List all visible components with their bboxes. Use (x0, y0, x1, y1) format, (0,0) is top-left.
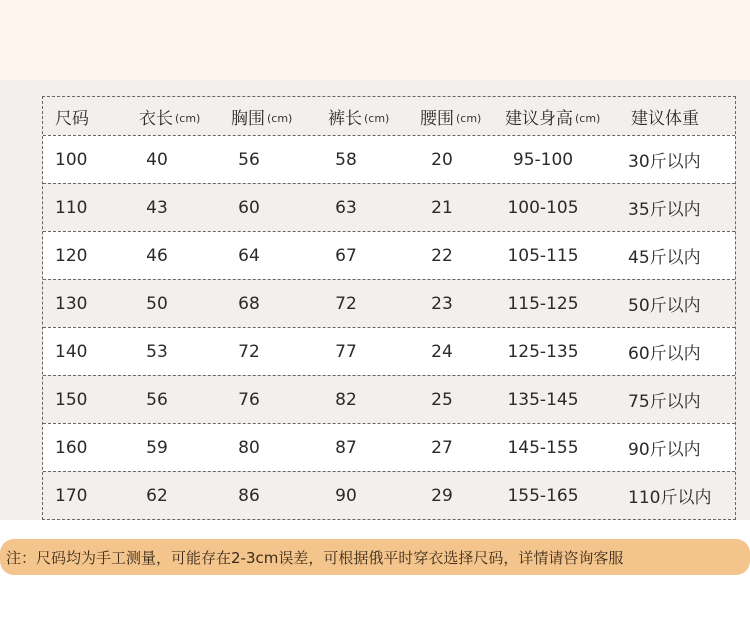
waist-cell: 29 (431, 485, 453, 506)
weight-cell: 50斤以内 (628, 296, 701, 316)
table-row (43, 327, 735, 375)
size-cell: 100 (55, 149, 88, 170)
pants-length-cell: 72 (335, 293, 357, 314)
length-cell: 43 (146, 197, 168, 218)
waist-cell: 21 (431, 197, 453, 218)
table-row (43, 183, 735, 231)
height-cell: 125-135 (507, 341, 579, 362)
weight-cell: 90斤以内 (628, 440, 701, 460)
size-cell: 120 (55, 245, 88, 266)
length-cell: 53 (146, 341, 168, 362)
weight-cell: 35斤以内 (628, 200, 701, 220)
table-row (43, 471, 735, 519)
waist-cell: 25 (431, 389, 453, 410)
waist-cell: 22 (431, 245, 453, 266)
size-cell: 140 (55, 341, 88, 362)
header-label: 胸围 (231, 108, 265, 129)
header-unit: (cm) (175, 111, 201, 125)
pants-length-cell: 63 (335, 197, 357, 218)
waist-cell: 20 (431, 149, 453, 170)
length-cell: 46 (146, 245, 168, 266)
pants-length-cell: 77 (335, 341, 357, 362)
pants-length-cell: 82 (335, 389, 357, 410)
pants-length-header (328, 97, 389, 135)
waist-cell: 27 (431, 437, 453, 458)
table-row (43, 375, 735, 423)
header-label: 衣长 (139, 108, 173, 129)
size-chart-table (42, 96, 736, 520)
length-cell: 40 (146, 149, 168, 170)
weight-cell: 45斤以内 (628, 248, 701, 268)
header-label: 建议体重 (631, 108, 699, 129)
chest-cell: 64 (238, 245, 260, 266)
header-unit: (cm) (575, 111, 601, 125)
size-cell: 170 (55, 485, 88, 506)
size-cell: 110 (55, 197, 88, 218)
chest-cell: 60 (238, 197, 260, 218)
size-header (55, 97, 89, 135)
pants-length-cell: 58 (335, 149, 357, 170)
height-header (505, 97, 600, 135)
weight-cell: 30斤以内 (628, 152, 701, 172)
header-label: 腰围 (420, 108, 454, 129)
height-cell: 145-155 (507, 437, 579, 458)
header-label: 建议身高 (505, 108, 573, 129)
length-cell: 62 (146, 485, 168, 506)
weight-cell: 75斤以内 (628, 392, 701, 412)
size-cell: 130 (55, 293, 88, 314)
height-cell: 105-115 (507, 245, 579, 266)
header-unit: (cm) (456, 111, 482, 125)
waist-cell: 23 (431, 293, 453, 314)
pants-length-cell: 67 (335, 245, 357, 266)
chest-cell: 72 (238, 341, 260, 362)
table-row (43, 231, 735, 279)
height-cell: 115-125 (507, 293, 579, 314)
header-unit: (cm) (364, 111, 390, 125)
length-cell: 59 (146, 437, 168, 458)
length-cell: 56 (146, 389, 168, 410)
header-row (43, 97, 735, 135)
height-cell: 135-145 (507, 389, 579, 410)
length-header (139, 97, 200, 135)
size-cell: 150 (55, 389, 88, 410)
chest-header (231, 97, 292, 135)
table-row (43, 423, 735, 471)
length-cell: 50 (146, 293, 168, 314)
measurement-note: 注：尺码均为手工测量，可能存在2-3cm误差，可根据俄平时穿衣选择尺码，详情请咨询客服 (0, 539, 750, 575)
height-cell: 95-100 (512, 149, 574, 170)
height-cell: 100-105 (507, 197, 579, 218)
header-unit: (cm) (267, 111, 293, 125)
table-row (43, 135, 735, 183)
waist-header (420, 97, 481, 135)
chest-cell: 80 (238, 437, 260, 458)
header-label: 尺码 (55, 108, 89, 129)
chest-cell: 68 (238, 293, 260, 314)
header-label: 裤长 (328, 108, 362, 129)
weight-header (631, 97, 699, 135)
size-cell: 160 (55, 437, 88, 458)
chest-cell: 56 (238, 149, 260, 170)
height-cell: 155-165 (507, 485, 579, 506)
weight-cell: 110斤以内 (628, 488, 712, 508)
chest-cell: 76 (238, 389, 260, 410)
chest-cell: 86 (238, 485, 260, 506)
pants-length-cell: 90 (335, 485, 357, 506)
waist-cell: 24 (431, 341, 453, 362)
top-banner (0, 0, 750, 80)
table-row (43, 279, 735, 327)
pants-length-cell: 87 (335, 437, 357, 458)
weight-cell: 60斤以内 (628, 344, 701, 364)
